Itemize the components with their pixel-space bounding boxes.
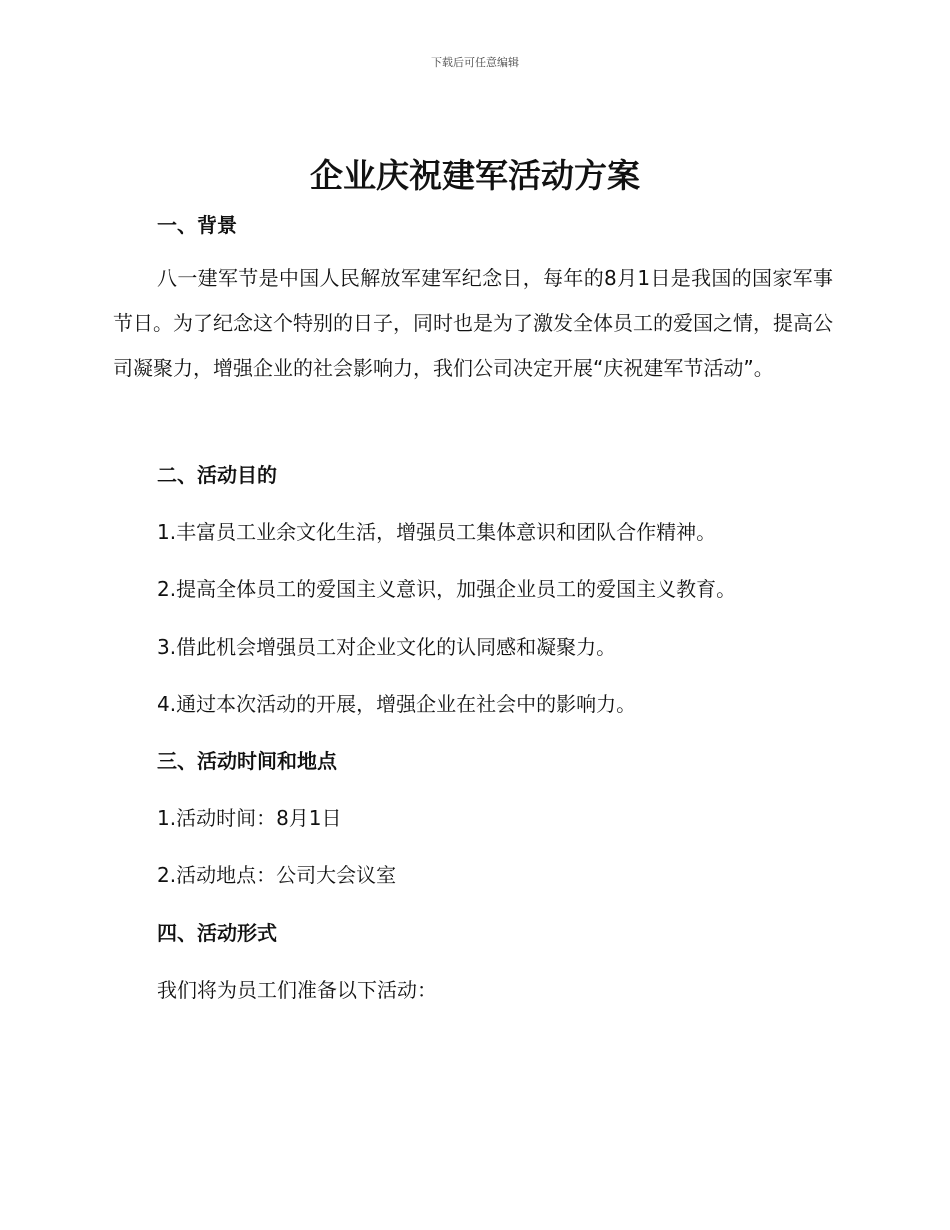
format-intro: 我们将为员工们准备以下活动： [157, 978, 437, 1002]
purpose-item-4: 4.通过本次活动的开展，增强企业在社会中的影响力。 [157, 692, 637, 716]
place-item: 2.活动地点：公司大会议室 [157, 863, 397, 887]
document-title: 企业庆祝建军活动方案 [310, 156, 640, 195]
section-heading-background: 一、背景 [157, 213, 237, 237]
purpose-item-1: 1.丰富员工业余文化生活，增强员工集体意识和团队合作精神。 [157, 520, 717, 544]
section-heading-purpose: 二、活动目的 [157, 463, 277, 487]
purpose-item-2: 2.提高全体员工的爱国主义意识，加强企业员工的爱国主义教育。 [157, 577, 737, 601]
section-heading-format: 四、活动形式 [157, 921, 277, 945]
section-heading-time-place: 三、活动时间和地点 [157, 749, 337, 773]
background-paragraph: 八一建军节是中国人民解放军建军纪念日，每年的8月1日是我国的国家军事节日。为了纪念这个特别的日子，同时也是为了激发全体员工的爱国之情，提高公司凝聚力，增强企业的社会影响力，我们公司决定开展“庆祝建军节活动”。 [113, 266, 833, 380]
time-item: 1.活动时间：8月1日 [157, 806, 342, 830]
header-note: 下载后可任意编辑 [431, 56, 519, 69]
purpose-item-3: 3.借此机会增强员工对企业文化的认同感和凝聚力。 [157, 635, 617, 659]
